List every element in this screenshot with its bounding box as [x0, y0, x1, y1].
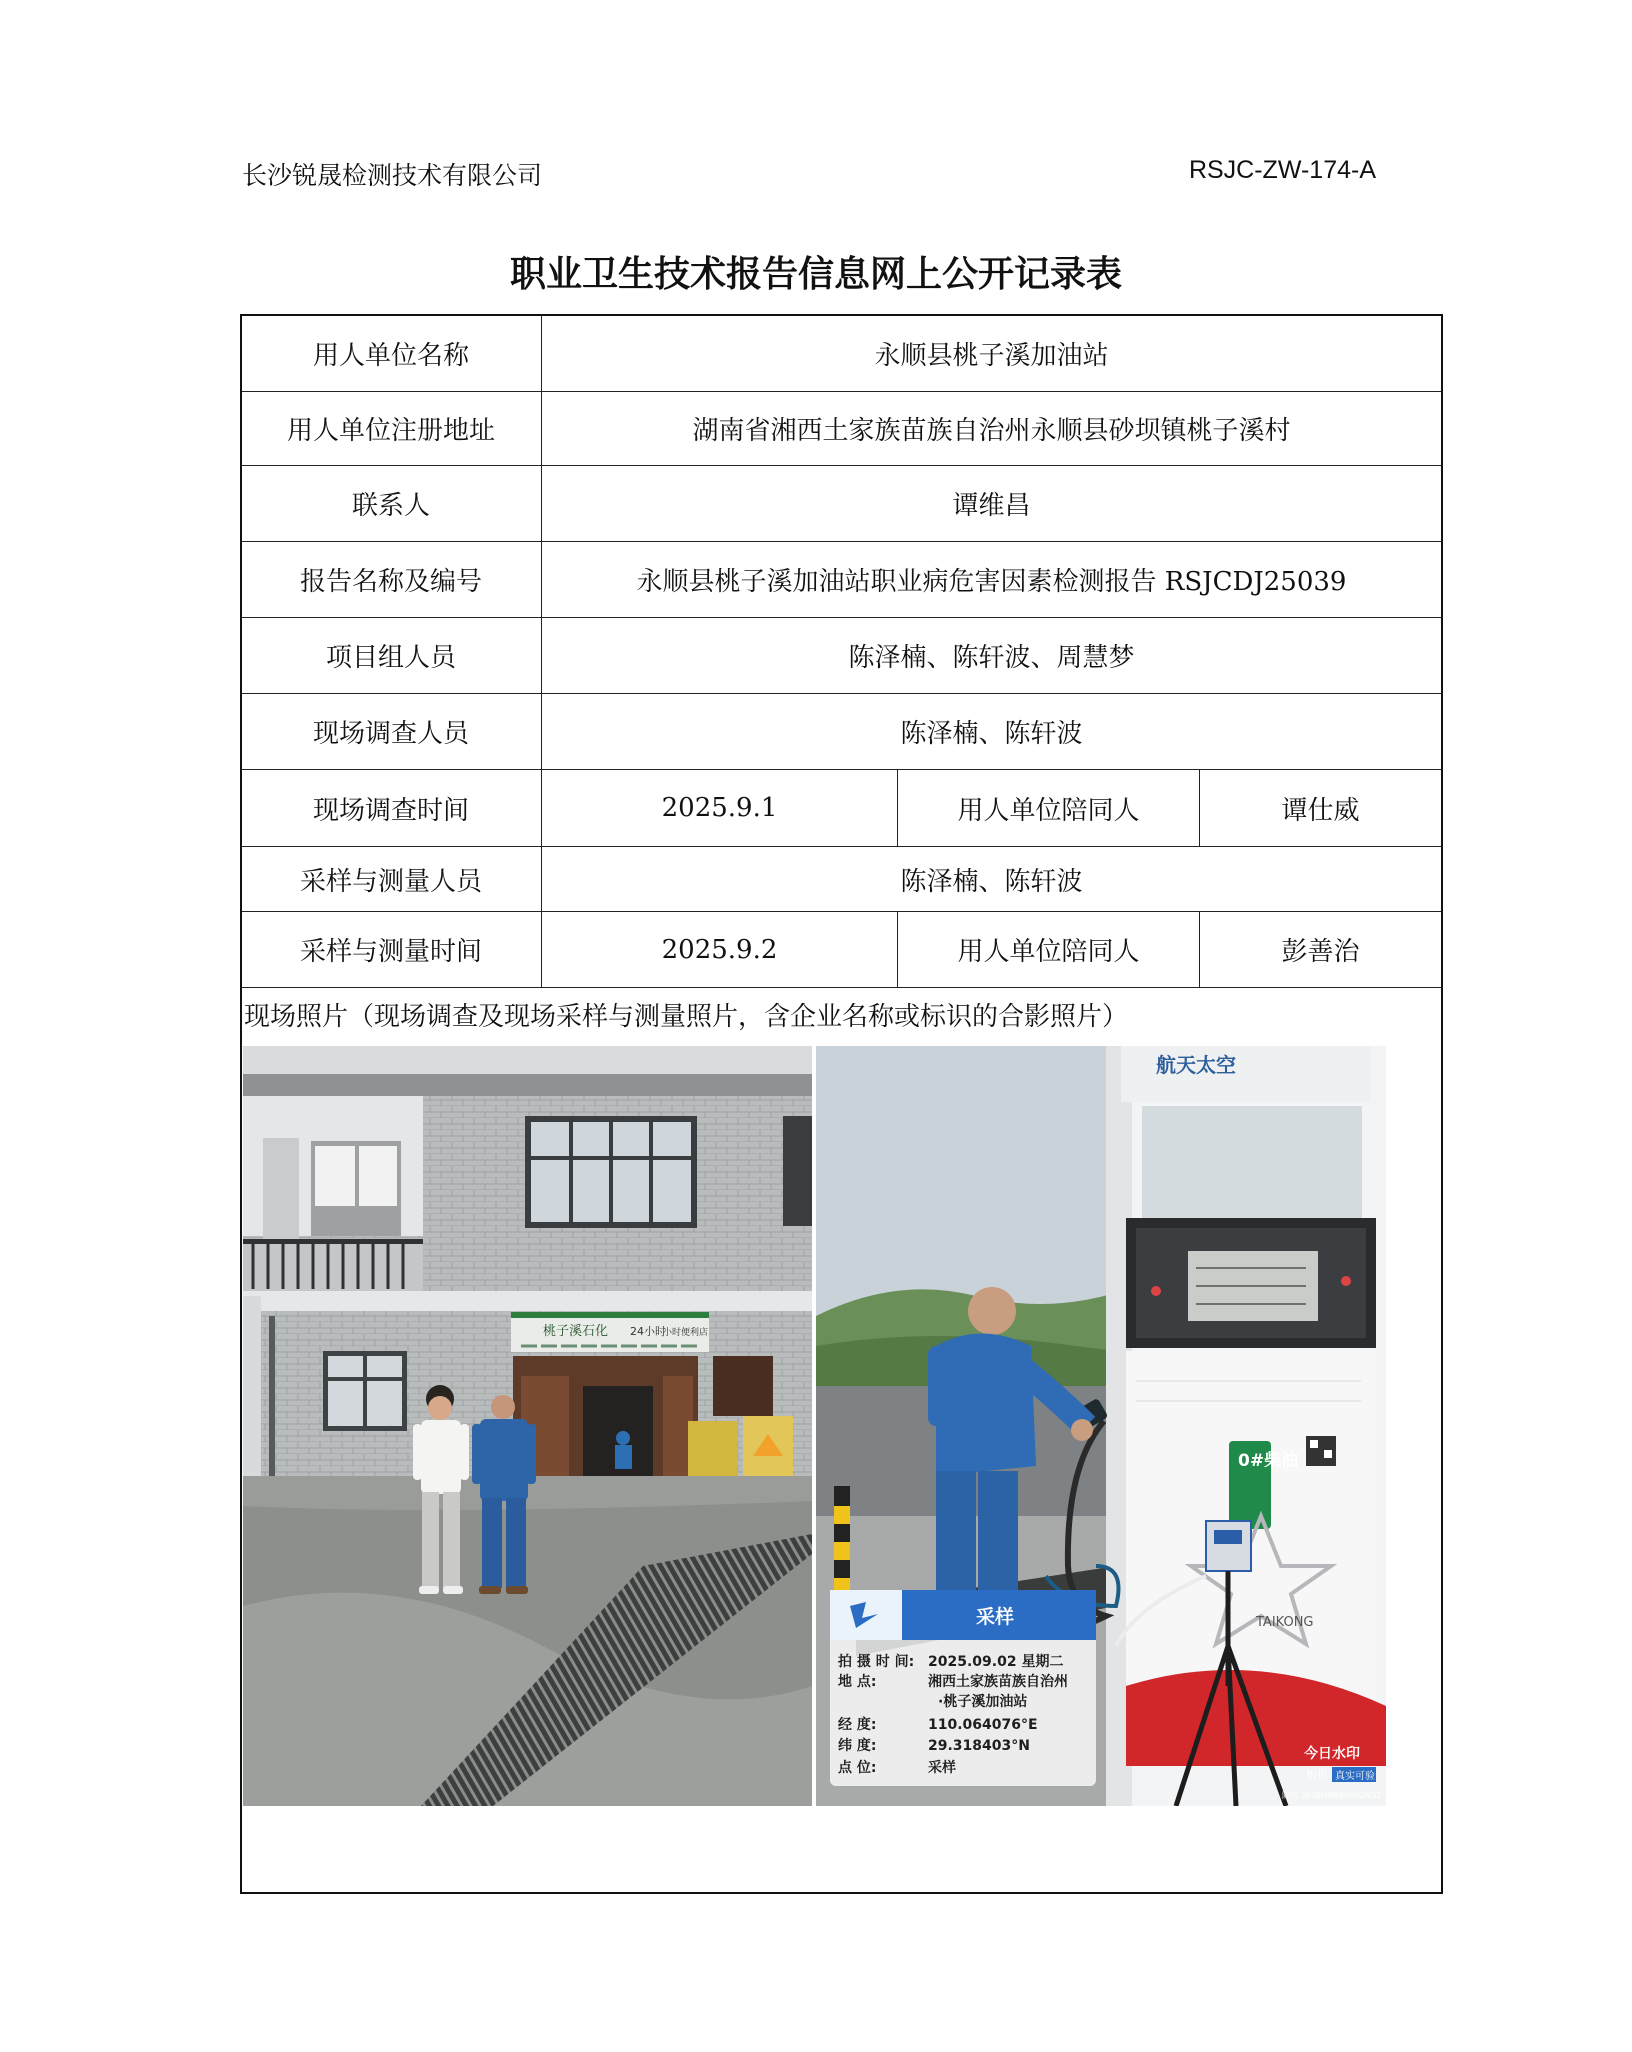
watermark-longitude: 110.064076°E: [928, 1717, 1038, 1733]
sampling-staff-value: 陈泽楠、陈轩波: [542, 847, 1442, 912]
survey-staff-label: 现场调查人员: [241, 694, 542, 770]
table-row: [241, 847, 1442, 912]
sampling-time-label: 采样与测量时间: [241, 912, 542, 988]
team-label: 项目组人员: [241, 618, 542, 694]
table-row: [241, 694, 1442, 770]
watermark-time: 2025.09.02 星期二: [928, 1654, 1064, 1670]
sampling-escort-label: 用人单位陪同人: [898, 912, 1200, 988]
survey-group-photo: [243, 1046, 812, 1806]
page-title: 职业卫生技术报告信息网上公开记录表: [509, 254, 1122, 295]
contact-label: 联系人: [241, 466, 542, 542]
table-row: [241, 618, 1442, 694]
address-label: 用人单位注册地址: [241, 392, 542, 466]
contact-value: 谭维昌: [542, 466, 1442, 542]
table-row: [241, 770, 1442, 847]
survey-escort-value: 谭仕威: [1200, 770, 1442, 847]
watermark-spot-label: 点 位:: [838, 1760, 877, 1776]
employer-name-label: 用人单位名称: [241, 315, 542, 392]
address-value: 湖南省湘西土家族苗族自治州永顺县砂坝镇桃子溪村: [542, 392, 1442, 466]
survey-time-label: 现场调查时间: [241, 770, 542, 847]
app-badge-verify: 真实可验: [1335, 1771, 1375, 1782]
pump-brand-text: 航天太空: [1156, 1053, 1236, 1077]
sampling-time-value: 2025.9.2: [542, 912, 898, 988]
app-code: 防伪 362BHXN9W4GW32: [1282, 1791, 1382, 1800]
table-row: [241, 392, 1442, 466]
company-name: 长沙锐晟检测技术有限公司: [242, 161, 543, 190]
fuel-label: 0#柴油: [1238, 1451, 1299, 1471]
watermark-place-line2: ·桃子溪加油站: [938, 1694, 1028, 1710]
shop-sign-text: 桃子溪石化: [543, 1324, 609, 1339]
pump-logo-text: TAIKONG: [1256, 1615, 1314, 1630]
table-row: [241, 466, 1442, 542]
shop-sign-subtitle: 小时便利店: [663, 1328, 709, 1338]
employer-name-value: 永顺县桃子溪加油站: [542, 315, 1442, 392]
survey-time-value: 2025.9.1: [542, 770, 898, 847]
sampling-staff-label: 采样与测量人员: [241, 847, 542, 912]
photo-caption: 现场照片（现场调查及现场采样与测量照片，含企业名称或标识的合影照片）: [244, 1002, 1129, 1032]
app-badge-sub: 相机: [1306, 1768, 1328, 1781]
survey-escort-label: 用人单位陪同人: [898, 770, 1200, 847]
team-value: 陈泽楠、陈轩波、周慧梦: [542, 618, 1442, 694]
watermark-lon-label: 经 度:: [838, 1717, 877, 1733]
record-table: [240, 314, 1442, 988]
table-row: [241, 542, 1442, 618]
report-value: 永顺县桃子溪加油站职业病危害因素检测报告 RSJCDJ25039: [542, 542, 1442, 618]
watermark-latitude: 29.318403°N: [928, 1738, 1030, 1754]
watermark-place-line1: 湘西土家族苗族自治州: [928, 1674, 1068, 1690]
watermark-time-label: 拍 摄 时 间:: [838, 1654, 915, 1670]
sampling-photo: [816, 1046, 1386, 1806]
watermark-lat-label: 纬 度:: [838, 1738, 877, 1754]
shop-sign-hours: 24小时: [630, 1325, 666, 1338]
watermark-title: 采样: [976, 1606, 1015, 1628]
table-row: [241, 315, 1442, 392]
watermark-spot: 采样: [928, 1760, 956, 1776]
table-row: [241, 912, 1442, 988]
app-badge: 今日水印: [1304, 1746, 1360, 1762]
document-code: RSJC-ZW-174-A: [1188, 156, 1376, 184]
survey-staff-value: 陈泽楠、陈轩波: [542, 694, 1442, 770]
sampling-escort-value: 彭善治: [1200, 912, 1442, 988]
report-label: 报告名称及编号: [241, 542, 542, 618]
watermark-place-label: 地 点:: [838, 1674, 877, 1690]
